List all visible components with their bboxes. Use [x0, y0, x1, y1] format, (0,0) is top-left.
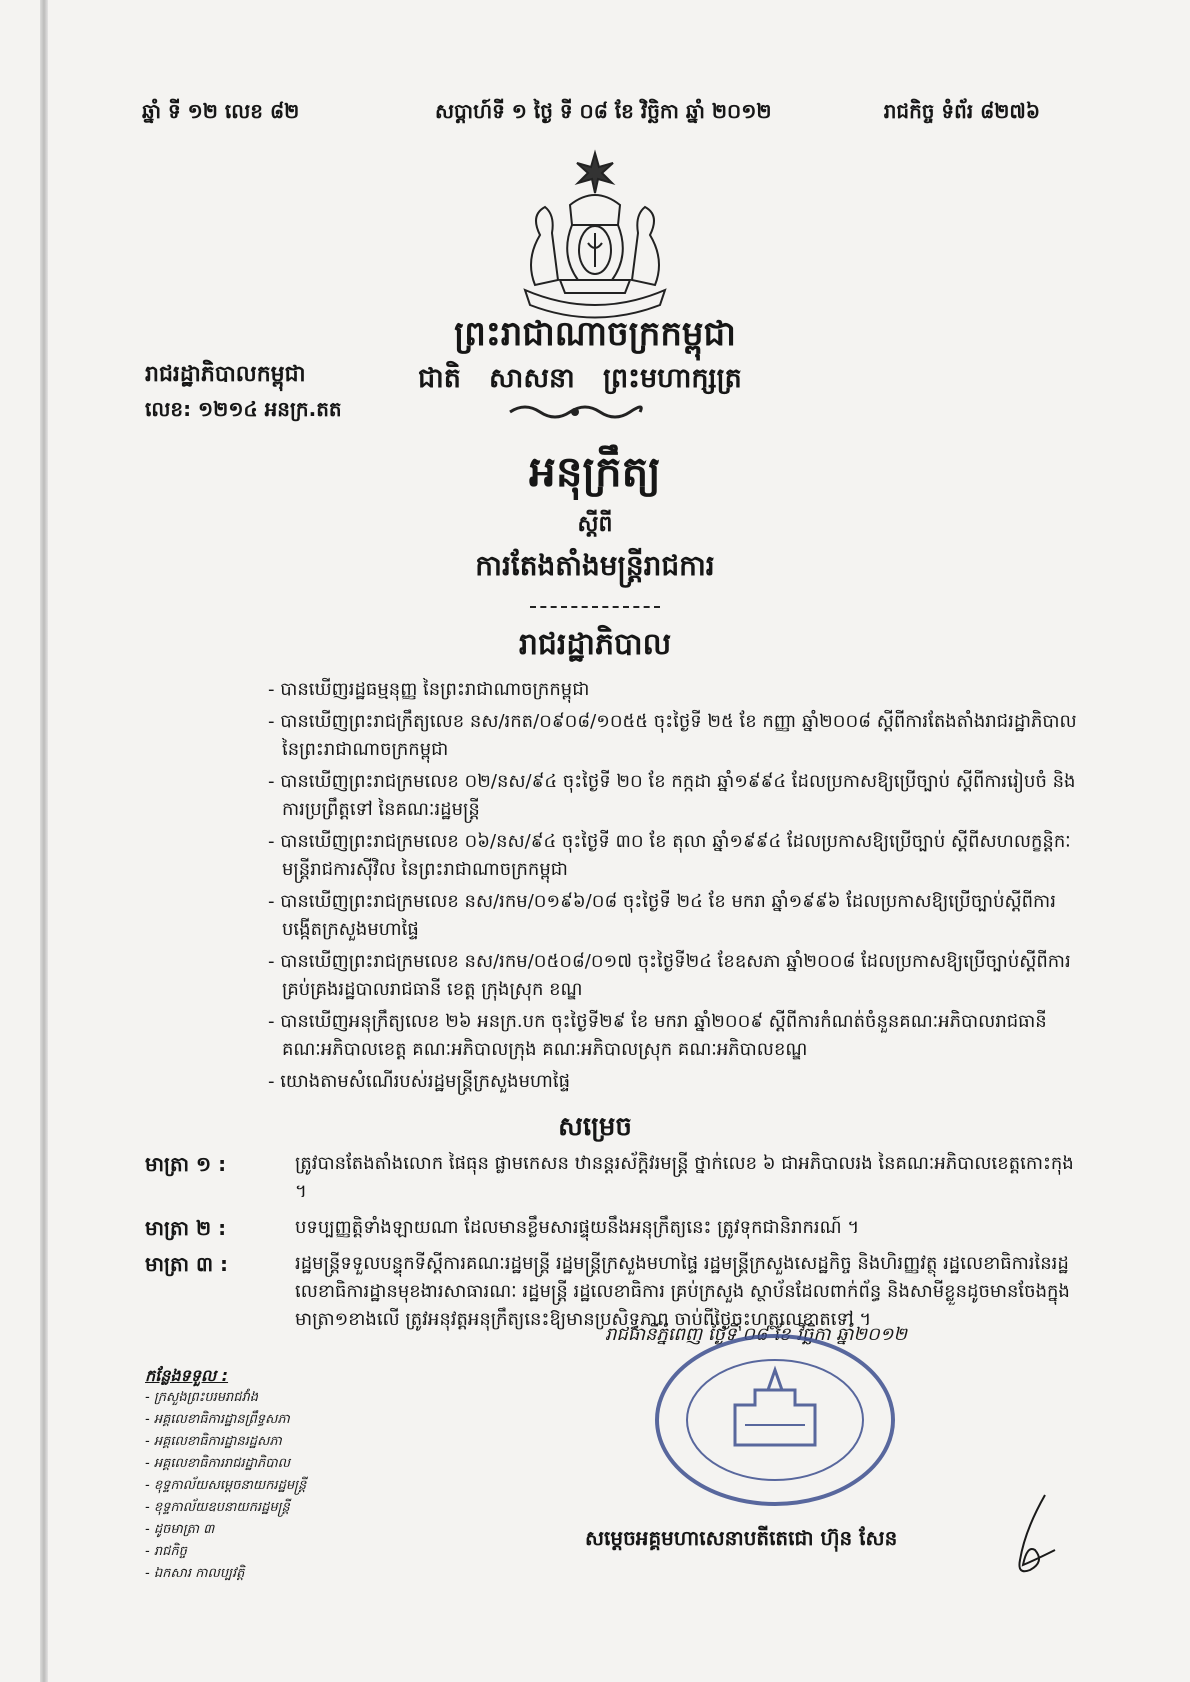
decree-subject: ការតែងតាំងមន្ត្រីរាជការ	[475, 549, 715, 582]
article-label: មាត្រា ២ :	[145, 1216, 227, 1240]
distribution-item: - អគ្គលេខាធិការរាជរដ្ឋាភិបាល	[145, 1456, 290, 1471]
national-motto: ជាតិ សាសនា ព្រះមហាក្សត្រ	[418, 363, 742, 394]
distribution-item: - រាជកិច្ច	[145, 1544, 187, 1559]
decree-number: លេខ: ១២១៤ អនក្រ.តត	[145, 397, 342, 421]
decree-about: ស្ដីពី	[577, 512, 613, 537]
issuer-name: រាជរដ្ឋាភិបាលកម្ពុជា	[145, 362, 306, 387]
signatory-name: សម្ដេចអគ្គមហាសេនាបតីតេជោ ហ៊ុន សែន	[585, 1526, 898, 1550]
distribution-item: - ខុទ្ទកាល័យឧបនាយករដ្ឋមន្ត្រី	[145, 1500, 290, 1515]
article-label: មាត្រា ១ :	[145, 1152, 227, 1176]
authority-heading: រាជរដ្ឋាភិបាល	[518, 627, 672, 662]
legal-basis-item: - បានឃើញរដ្ឋធម្មនុញ្ញ នៃព្រះរាជាណាចក្រកម្ពុជា	[268, 679, 590, 700]
decree-type-title: អនុក្រឹត្យ	[529, 447, 661, 496]
legal-basis-item: - បានឃើញព្រះរាជក្រឹត្យលេខ នស/រកត/០៩០៨/១០៥៥ ចុះថ្ងៃទី ២៥ ខែ កញ្ញា ឆ្នាំ២០០៨ ស្ដីពីការតែងតាំងរាជរដ្ឋាភិបាល នៃព្រះរាជាណាចក្រកម្ពុជា	[268, 711, 1077, 760]
article	[145, 1214, 1090, 1242]
gazette-page: រាជកិច្ច ទំព័រ ៨២៧៦	[883, 99, 1040, 123]
article	[145, 1150, 1090, 1206]
distribution-item: - ដូចមាត្រា ៣	[145, 1522, 215, 1537]
distribution-item: - ខុទ្ទកាល័យសម្ដេចនាយករដ្ឋមន្ត្រី	[145, 1478, 307, 1493]
distribution-item: - ក្រសួងព្រះបរមរាជវាំង	[145, 1390, 259, 1405]
official-seal-icon	[650, 1330, 900, 1510]
article-text: បទប្បញ្ញត្តិទាំងឡាយណា ដែលមានខ្លឹមសារផ្ទុយនឹងអនុក្រឹត្យនេះ ត្រូវទុកជានិរាករណ៍ ។	[295, 1217, 860, 1238]
kingdom-name: ព្រះរាជាណាចក្រកម្ពុជា	[454, 314, 736, 354]
articles	[145, 1150, 1090, 1342]
distribution-item: - អគ្គលេខាធិការដ្ឋានរដ្ឋសភា	[145, 1434, 282, 1449]
gazette-issue: ឆ្នាំ ទី ១២ លេខ ៨២	[142, 99, 300, 123]
distribution-title: កន្លែងទទួល :	[145, 1366, 229, 1385]
distribution-item: - ឯកសារ កាលប្បវត្តិ	[145, 1566, 245, 1581]
ornament-divider	[505, 400, 645, 424]
legal-basis-item: - បានឃើញព្រះរាជក្រមលេខ នស/រកម/០១៩៦/០៨ ចុះថ្ងៃទី ២៤ ខែ មករា ឆ្នាំ១៩៩៦ ដែលប្រកាសឱ្យប្រើច្បាប់ស្ដីពីការបង្កើតក្រសួងមហាផ្ទៃ	[268, 891, 1056, 940]
place-date-line: រាជធានីភ្នំពេញ ថ្ងៃទី ០៨ ខែ វិច្ឆិកា ឆ្នាំ២០១២	[605, 1324, 907, 1345]
coat-of-arms-icon	[500, 145, 690, 325]
article-text: រដ្ឋមន្ត្រីទទួលបន្ទុកទីស្ដីការគណៈរដ្ឋមន្ត្រី រដ្ឋមន្ត្រីក្រសួងមហាផ្ទៃ រដ្ឋមន្ត្រីក្រសួងសេដ្ឋកិច្ច និងហិរញ្ញវត្ថុ រដ្ឋលេខាធិការនៃរដ្ឋលេខាធិការដ្ឋានមុខងារសាធារណៈ រដ្ឋមន្ត្រី រដ្ឋលេខាធិការ គ្រប់ក្រសួង ស្ថាប័នដែលពាក់ព័ន្ធ និងសាមីខ្លួនដូចមានចែងក្នុងមាត្រា១ខាងលើ ត្រូវអនុវត្តអនុក្រឹត្យនេះឱ្យមានប្រសិទ្ធភាព ចាប់ពីថ្ងៃចុះហត្ថលេខាតទៅ ។	[295, 1253, 1070, 1330]
legal-basis-item: - យោងតាមសំណើរបស់រដ្ឋមន្ត្រីក្រសួងមហាផ្ទៃ	[268, 1071, 570, 1092]
legal-basis-item: - បានឃើញអនុក្រឹត្យលេខ ២៦ អនក្រ.បក ចុះថ្ងៃទី២៩ ខែ មករា ឆ្នាំ២០០៩ ស្ដីពីការកំណត់ចំនួនគណៈអភិបាលរាជធានី គណៈអភិបាលខេត្ត គណៈអភិបាលក្រុង គណៈអភិបាលស្រុក គណៈអភិបាលខណ្ឌ	[268, 1011, 1047, 1060]
legal-basis-item: - បានឃើញព្រះរាជក្រមលេខ នស/រកម/០៥០៨/០១៧ ចុះថ្ងៃទី២៤ ខែឧសភា ឆ្នាំ២០០៨ ដែលប្រកាសឱ្យប្រើច្បាប់ស្ដីពីការគ្រប់គ្រងរដ្ឋបាលរាជធានី ខេត្ត ក្រុងស្រុក ខណ្ឌ	[268, 951, 1071, 1000]
decision-heading: សម្រេច	[558, 1112, 632, 1142]
scan-edge	[40, 0, 48, 1682]
title-divider	[530, 606, 660, 608]
article-text: ត្រូវបានតែងតាំងលោក ផៃធុន ផ្លាមកេសន ឋានន្តរស័ក្តិវរមន្ត្រី ថ្នាក់លេខ ៦ ជាអភិបាលរង នៃគណៈអភិបាលខេត្តកោះកុង ។	[295, 1153, 1074, 1202]
article-label: មាត្រា ៣ :	[145, 1252, 229, 1276]
legal-basis-list	[268, 676, 1088, 1100]
gazette-date: សប្ដាហ៍ទី ១ ថ្ងៃ ទី ០៨ ខែ វិច្ឆិកា ឆ្នាំ ២០១២	[435, 99, 772, 123]
distribution-list	[145, 1365, 306, 1585]
legal-basis-item: - បានឃើញព្រះរាជក្រមលេខ ០៦/នស/៩៤ ចុះថ្ងៃទី ៣០ ខែ តុលា ឆ្នាំ១៩៩៤ ដែលប្រកាសឱ្យប្រើច្បាប់ ស្ដីពីសហលក្ខន្តិកៈមន្ត្រីរាជការស៊ីវិល នៃព្រះរាជាណាចក្រកម្ពុជា	[268, 831, 1071, 880]
legal-basis-item: - បានឃើញព្រះរាជក្រមលេខ ០២/នស/៩៤ ចុះថ្ងៃទី ២០ ខែ កក្កដា ឆ្នាំ១៩៩៤ ដែលប្រកាសឱ្យប្រើច្បាប់ ស្ដីពីការរៀបចំ និងការប្រព្រឹត្តទៅ នៃគណៈរដ្ឋមន្ត្រី	[268, 771, 1076, 820]
distribution-item: - អគ្គលេខាធិការដ្ឋានព្រឹទ្ធសភា	[145, 1412, 290, 1427]
handwritten-signature	[1005, 1490, 1065, 1580]
